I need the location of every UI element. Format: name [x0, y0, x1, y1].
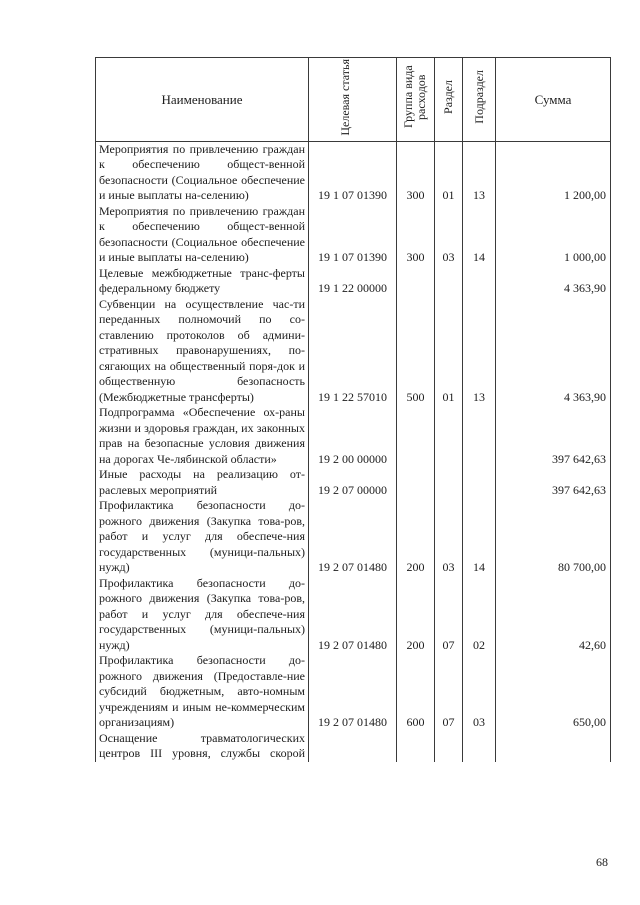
table-body [96, 141, 611, 762]
row-name: Мероприятия по привлечению граждан к обеспечению общест-венной безопасности (Социальное обеспечение и иные выплаты на-селению) [96, 204, 309, 266]
row-target-code: 19 2 00 00000 [309, 405, 397, 467]
row-amount: 650,00 [496, 653, 611, 731]
row-subsection: 13 [463, 297, 496, 406]
row-amount: 1 000,00 [496, 204, 611, 266]
row-subsection: 14 [463, 498, 496, 576]
row-expense-group: 200 [397, 498, 435, 576]
table-row [96, 266, 611, 297]
row-amount: 4 363,90 [496, 266, 611, 297]
row-name: Профилактика безопасности до-рожного движения (Закупка това-ров, работ и услуг для обеспече-ния государственных (муници-пальных) нужд) [96, 498, 309, 576]
row-amount: 397 642,63 [496, 405, 611, 467]
table-row [96, 467, 611, 498]
row-subsection [463, 467, 496, 498]
row-name: Мероприятия по привлечению граждан к обеспечению общест-венной безопасности (Социальное обеспечение и иные выплаты на-селению) [96, 141, 309, 204]
row-name: Иные расходы на реализацию от-раслевых мероприятий [96, 467, 309, 498]
row-name: Профилактика безопасности до-рожного движения (Предоставле-ние субсидий бюджетным, авто-номным учреждениям и иным не-коммерческим организациям) [96, 653, 309, 731]
row-expense-group: 300 [397, 141, 435, 204]
row-section: 07 [435, 653, 463, 731]
header-subsection: Подраздел [463, 58, 496, 142]
header-amount: Сумма [496, 58, 611, 142]
row-name: Профилактика безопасности до-рожного движения (Закупка това-ров, работ и услуг для обеспече-ния государственных (муници-пальных) нужд) [96, 576, 309, 654]
header-expense-group: Группа вида расходов [397, 58, 435, 142]
row-subsection [463, 405, 496, 467]
row-expense-group: 600 [397, 653, 435, 731]
row-section [435, 266, 463, 297]
row-name: Оснащение травматологических центров III уровня, службы скорой [96, 731, 309, 762]
row-target-code: 19 1 07 01390 [309, 141, 397, 204]
row-subsection [463, 731, 496, 762]
row-section [435, 467, 463, 498]
row-subsection: 14 [463, 204, 496, 266]
row-target-code: 19 2 07 01480 [309, 576, 397, 654]
row-name: Подпрограмма «Обеспечение ох-раны жизни и здоровья граждан, их законных прав на безопасные условия движения на дорогах Че-лябинской области» [96, 405, 309, 467]
row-amount: 1 200,00 [496, 141, 611, 204]
row-amount: 80 700,00 [496, 498, 611, 576]
row-expense-group [397, 405, 435, 467]
header-target-article: Целевая статья [309, 58, 397, 142]
row-subsection [463, 266, 496, 297]
row-target-code: 19 2 07 01480 [309, 653, 397, 731]
row-expense-group: 200 [397, 576, 435, 654]
page-number: 68 [596, 855, 608, 869]
row-name: Субвенции на осуществление час-ти переданных полномочий по со-ставлению протоколов об админи-стративных правонарушениях, по-сягающих на общественный поря-док и общественную безопасность (Межбюджетные трансферты) [96, 297, 309, 406]
table-row [96, 204, 611, 266]
table-row [96, 731, 611, 762]
budget-table [95, 57, 611, 762]
table-row [96, 576, 611, 654]
row-section: 03 [435, 204, 463, 266]
header-name: Наименование [96, 58, 309, 142]
table-row [96, 405, 611, 467]
row-target-code [309, 731, 397, 762]
row-name: Целевые межбюджетные транс-ферты федеральному бюджету [96, 266, 309, 297]
row-section: 01 [435, 141, 463, 204]
row-subsection: 03 [463, 653, 496, 731]
header-section: Раздел [435, 58, 463, 142]
table-row [96, 498, 611, 576]
table-row [96, 141, 611, 204]
table-header-row [96, 58, 611, 142]
row-target-code: 19 1 22 00000 [309, 266, 397, 297]
row-target-code: 19 2 07 01480 [309, 498, 397, 576]
row-section: 07 [435, 576, 463, 654]
row-expense-group: 500 [397, 297, 435, 406]
row-section [435, 405, 463, 467]
row-expense-group [397, 467, 435, 498]
row-target-code: 19 1 07 01390 [309, 204, 397, 266]
row-section [435, 731, 463, 762]
row-section: 03 [435, 498, 463, 576]
row-expense-group [397, 731, 435, 762]
row-amount: 4 363,90 [496, 297, 611, 406]
table-row [96, 653, 611, 731]
row-target-code: 19 1 22 57010 [309, 297, 397, 406]
row-section: 01 [435, 297, 463, 406]
row-amount: 397 642,63 [496, 467, 611, 498]
row-expense-group [397, 266, 435, 297]
row-subsection: 02 [463, 576, 496, 654]
row-subsection: 13 [463, 141, 496, 204]
row-amount: 42,60 [496, 576, 611, 654]
row-amount [496, 731, 611, 762]
row-target-code: 19 2 07 00000 [309, 467, 397, 498]
table-row [96, 297, 611, 406]
row-expense-group: 300 [397, 204, 435, 266]
